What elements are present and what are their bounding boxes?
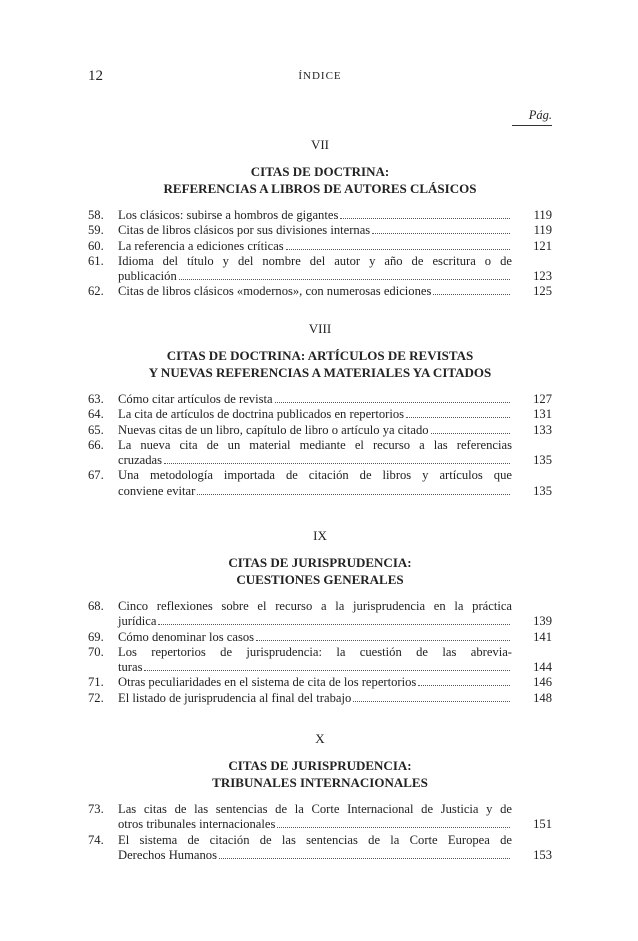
entry-text-line: Citas de libros clásicos «modernos», con numerosas ediciones: [118, 284, 432, 299]
entry-number: 67.: [88, 468, 104, 483]
entry-text-line: Otras peculiaridades en el sistema de cita de los repertorios: [118, 675, 417, 690]
entry-text-line: Nuevas citas de un libro, capítulo de libro o artículo ya citado: [118, 422, 429, 437]
entry-page: [512, 630, 552, 645]
entry-page-number: 119: [533, 208, 552, 222]
entry-text: [118, 423, 512, 438]
entry-text: [118, 630, 512, 645]
toc-entry[interactable]: [88, 392, 552, 407]
toc-entry[interactable]: [88, 599, 552, 630]
dot-leader: [433, 294, 510, 295]
dot-leader: [353, 701, 510, 702]
toc-entry[interactable]: [88, 630, 552, 645]
entry-page: [512, 239, 552, 254]
toc-entry[interactable]: [88, 645, 552, 676]
entry-number: 70.: [88, 644, 104, 659]
entry-page: [512, 223, 552, 238]
toc-entry[interactable]: [88, 407, 552, 422]
entry-page-number: 119: [533, 223, 552, 238]
entry-page-number: 133: [533, 422, 552, 437]
entry-page-number: 127: [533, 392, 552, 406]
toc-section-viii: [88, 321, 552, 499]
dot-leader: [277, 827, 510, 828]
entry-text-line: turas: [118, 660, 143, 675]
toc-section-vii: [88, 137, 552, 300]
dot-leader: [256, 640, 510, 641]
entry-text: [118, 599, 512, 630]
entry-number: 59.: [88, 223, 104, 238]
entry-number: 71.: [88, 675, 104, 690]
entry-number: 72.: [88, 690, 104, 705]
entry-number: 58.: [88, 208, 104, 222]
section-title-line: CITAS DE JURISPRUDENCIA:: [228, 555, 412, 570]
section-title-line: Y NUEVAS REFERENCIAS A MATERIALES YA CITADOS: [148, 365, 492, 380]
section-title: [88, 163, 552, 197]
entry-page-number: 125: [533, 284, 552, 299]
entry-text-line: La cita de artículos de doctrina publicados en repertorios: [118, 407, 405, 422]
entry-page: [512, 407, 552, 422]
toc-entry[interactable]: [88, 802, 552, 833]
toc-entry[interactable]: [88, 675, 552, 690]
section-title: [88, 757, 552, 791]
entry-number: 66.: [88, 437, 104, 452]
section-number: VII: [310, 137, 330, 152]
toc-entry[interactable]: [88, 691, 552, 706]
entry-number: 69.: [88, 629, 104, 644]
toc-section-ix: [88, 528, 552, 706]
section-number: VIII: [308, 321, 332, 336]
dot-leader: [158, 624, 510, 625]
toc-entry[interactable]: [88, 239, 552, 254]
entry-text: [118, 208, 512, 223]
entry-text-line: otros tribunales internacionales: [118, 817, 276, 832]
entry-page: [512, 802, 552, 833]
dot-leader: [372, 233, 510, 234]
entry-text-line: Cómo denominar los casos: [118, 629, 255, 644]
entry-page-number: 123: [533, 269, 552, 284]
entry-text-line: Una metodología importada de citación de libros y artículos que: [118, 468, 512, 483]
dot-leader: [164, 463, 510, 464]
dot-leader: [179, 279, 510, 280]
entry-page-number: 131: [533, 407, 552, 422]
toc-entry[interactable]: [88, 423, 552, 438]
entry-text-line: jurídica: [118, 614, 157, 629]
entry-text: [118, 691, 512, 706]
dot-leader: [219, 858, 510, 859]
entry-number: 61.: [88, 253, 104, 268]
entry-text-line: Derechos Humanos: [118, 847, 217, 862]
entry-page-number: 151: [533, 817, 552, 832]
toc-entry[interactable]: [88, 438, 552, 469]
entry-page-number: 135: [533, 483, 552, 498]
entry-number: 60.: [88, 238, 104, 253]
section-number: X: [315, 731, 325, 746]
dot-leader: [418, 685, 510, 686]
entry-text-line: Citas de libros clásicos por sus divisiones internas: [118, 223, 371, 238]
running-title: ÍNDICE: [298, 70, 342, 82]
entry-number: 68.: [88, 599, 104, 613]
entry-text: [118, 468, 512, 499]
entry-page: [512, 423, 552, 438]
entry-text: [118, 407, 512, 422]
entry-page: [512, 392, 552, 407]
entry-page: [512, 208, 552, 223]
section-title-line: CITAS DE JURISPRUDENCIA:: [228, 758, 412, 773]
entry-text-line: El sistema de citación de las sentencias de la Corte Europea de: [118, 832, 512, 847]
toc-entry[interactable]: [88, 833, 552, 864]
entry-page: [512, 438, 552, 469]
page-header: [88, 68, 552, 88]
entry-page-number: 148: [533, 690, 552, 705]
entry-page: [512, 675, 552, 690]
entry-page-number: 135: [533, 453, 552, 468]
toc-entry[interactable]: [88, 284, 552, 299]
entry-page: [512, 645, 552, 676]
entry-text: [118, 645, 512, 676]
section-number: IX: [313, 528, 327, 543]
entry-page-number: 139: [533, 614, 552, 629]
entry-number: 73.: [88, 802, 104, 816]
toc-entry[interactable]: [88, 223, 552, 238]
entry-page: [512, 284, 552, 299]
entry-page: [512, 833, 552, 864]
entry-text-line: Los repertorios de jurisprudencia: la cuestión de las abrevia-: [118, 644, 512, 659]
section-title-line: CUESTIONES GENERALES: [236, 572, 404, 587]
entry-text-line: Cinco reflexiones sobre el recurso a la jurisprudencia en la práctica: [118, 599, 512, 613]
toc-entry[interactable]: [88, 254, 552, 285]
entry-number: 64.: [88, 407, 104, 422]
section-title-line: CITAS DE DOCTRINA: ARTÍCULOS DE REVISTAS: [166, 348, 474, 363]
entry-text: [118, 392, 512, 407]
dot-leader: [197, 494, 510, 495]
dot-leader: [286, 249, 510, 250]
entry-text: [118, 802, 512, 833]
entry-text: [118, 438, 512, 469]
page-number: 12: [88, 68, 103, 84]
section-title-line: CITAS DE DOCTRINA:: [250, 164, 390, 179]
section-title: [88, 554, 552, 588]
entry-text-line: conviene evitar: [118, 483, 196, 498]
dot-leader: [431, 433, 510, 434]
entry-text: [118, 675, 512, 690]
entry-text-line: El listado de jurisprudencia al final del trabajo: [118, 690, 352, 705]
entry-page-number: 144: [533, 660, 552, 675]
section-title-line: TRIBUNALES INTERNACIONALES: [212, 775, 428, 790]
entry-text: [118, 284, 512, 299]
entry-text-line: La referencia a ediciones críticas: [118, 238, 284, 253]
section-title-line: REFERENCIAS A LIBROS DE AUTORES CLÁSICOS: [163, 181, 477, 196]
toc-section-x: [88, 731, 552, 863]
entry-text-line: Los clásicos: subirse a hombros de gigantes: [118, 208, 339, 222]
entry-number: 63.: [88, 392, 104, 406]
entry-text-line: La nueva cita de un material mediante el recurso a las referencias: [118, 437, 512, 452]
page-column-label: Pág.: [512, 108, 552, 126]
entry-number: 74.: [88, 832, 104, 847]
entry-page: [512, 468, 552, 499]
dot-leader: [144, 670, 510, 671]
entry-text: [118, 223, 512, 238]
entry-page: [512, 254, 552, 285]
entry-text-line: Las citas de las sentencias de la Corte Internacional de Justicia y de: [118, 802, 512, 816]
entry-page-number: 153: [533, 847, 552, 862]
entry-number: 65.: [88, 422, 104, 437]
entry-text-line: publicación: [118, 269, 177, 284]
entry-page: [512, 691, 552, 706]
entry-number: 62.: [88, 284, 104, 299]
toc-entry[interactable]: [88, 468, 552, 499]
entry-page-number: 146: [533, 675, 552, 690]
entry-text: [118, 254, 512, 285]
section-title: [88, 347, 552, 381]
entry-page-number: 121: [533, 238, 552, 253]
entry-page-number: 141: [533, 629, 552, 644]
dot-leader: [275, 402, 510, 403]
entry-text-line: Idioma del título y del nombre del autor y año de escritura o de: [118, 253, 512, 268]
toc-entry[interactable]: [88, 208, 552, 223]
entry-text: [118, 239, 512, 254]
dot-leader: [406, 417, 510, 418]
entry-text-line: Cómo citar artículos de revista: [118, 392, 273, 406]
entry-page: [512, 599, 552, 630]
entry-text: [118, 833, 512, 864]
dot-leader: [340, 218, 510, 219]
entry-text-line: cruzadas: [118, 453, 163, 468]
